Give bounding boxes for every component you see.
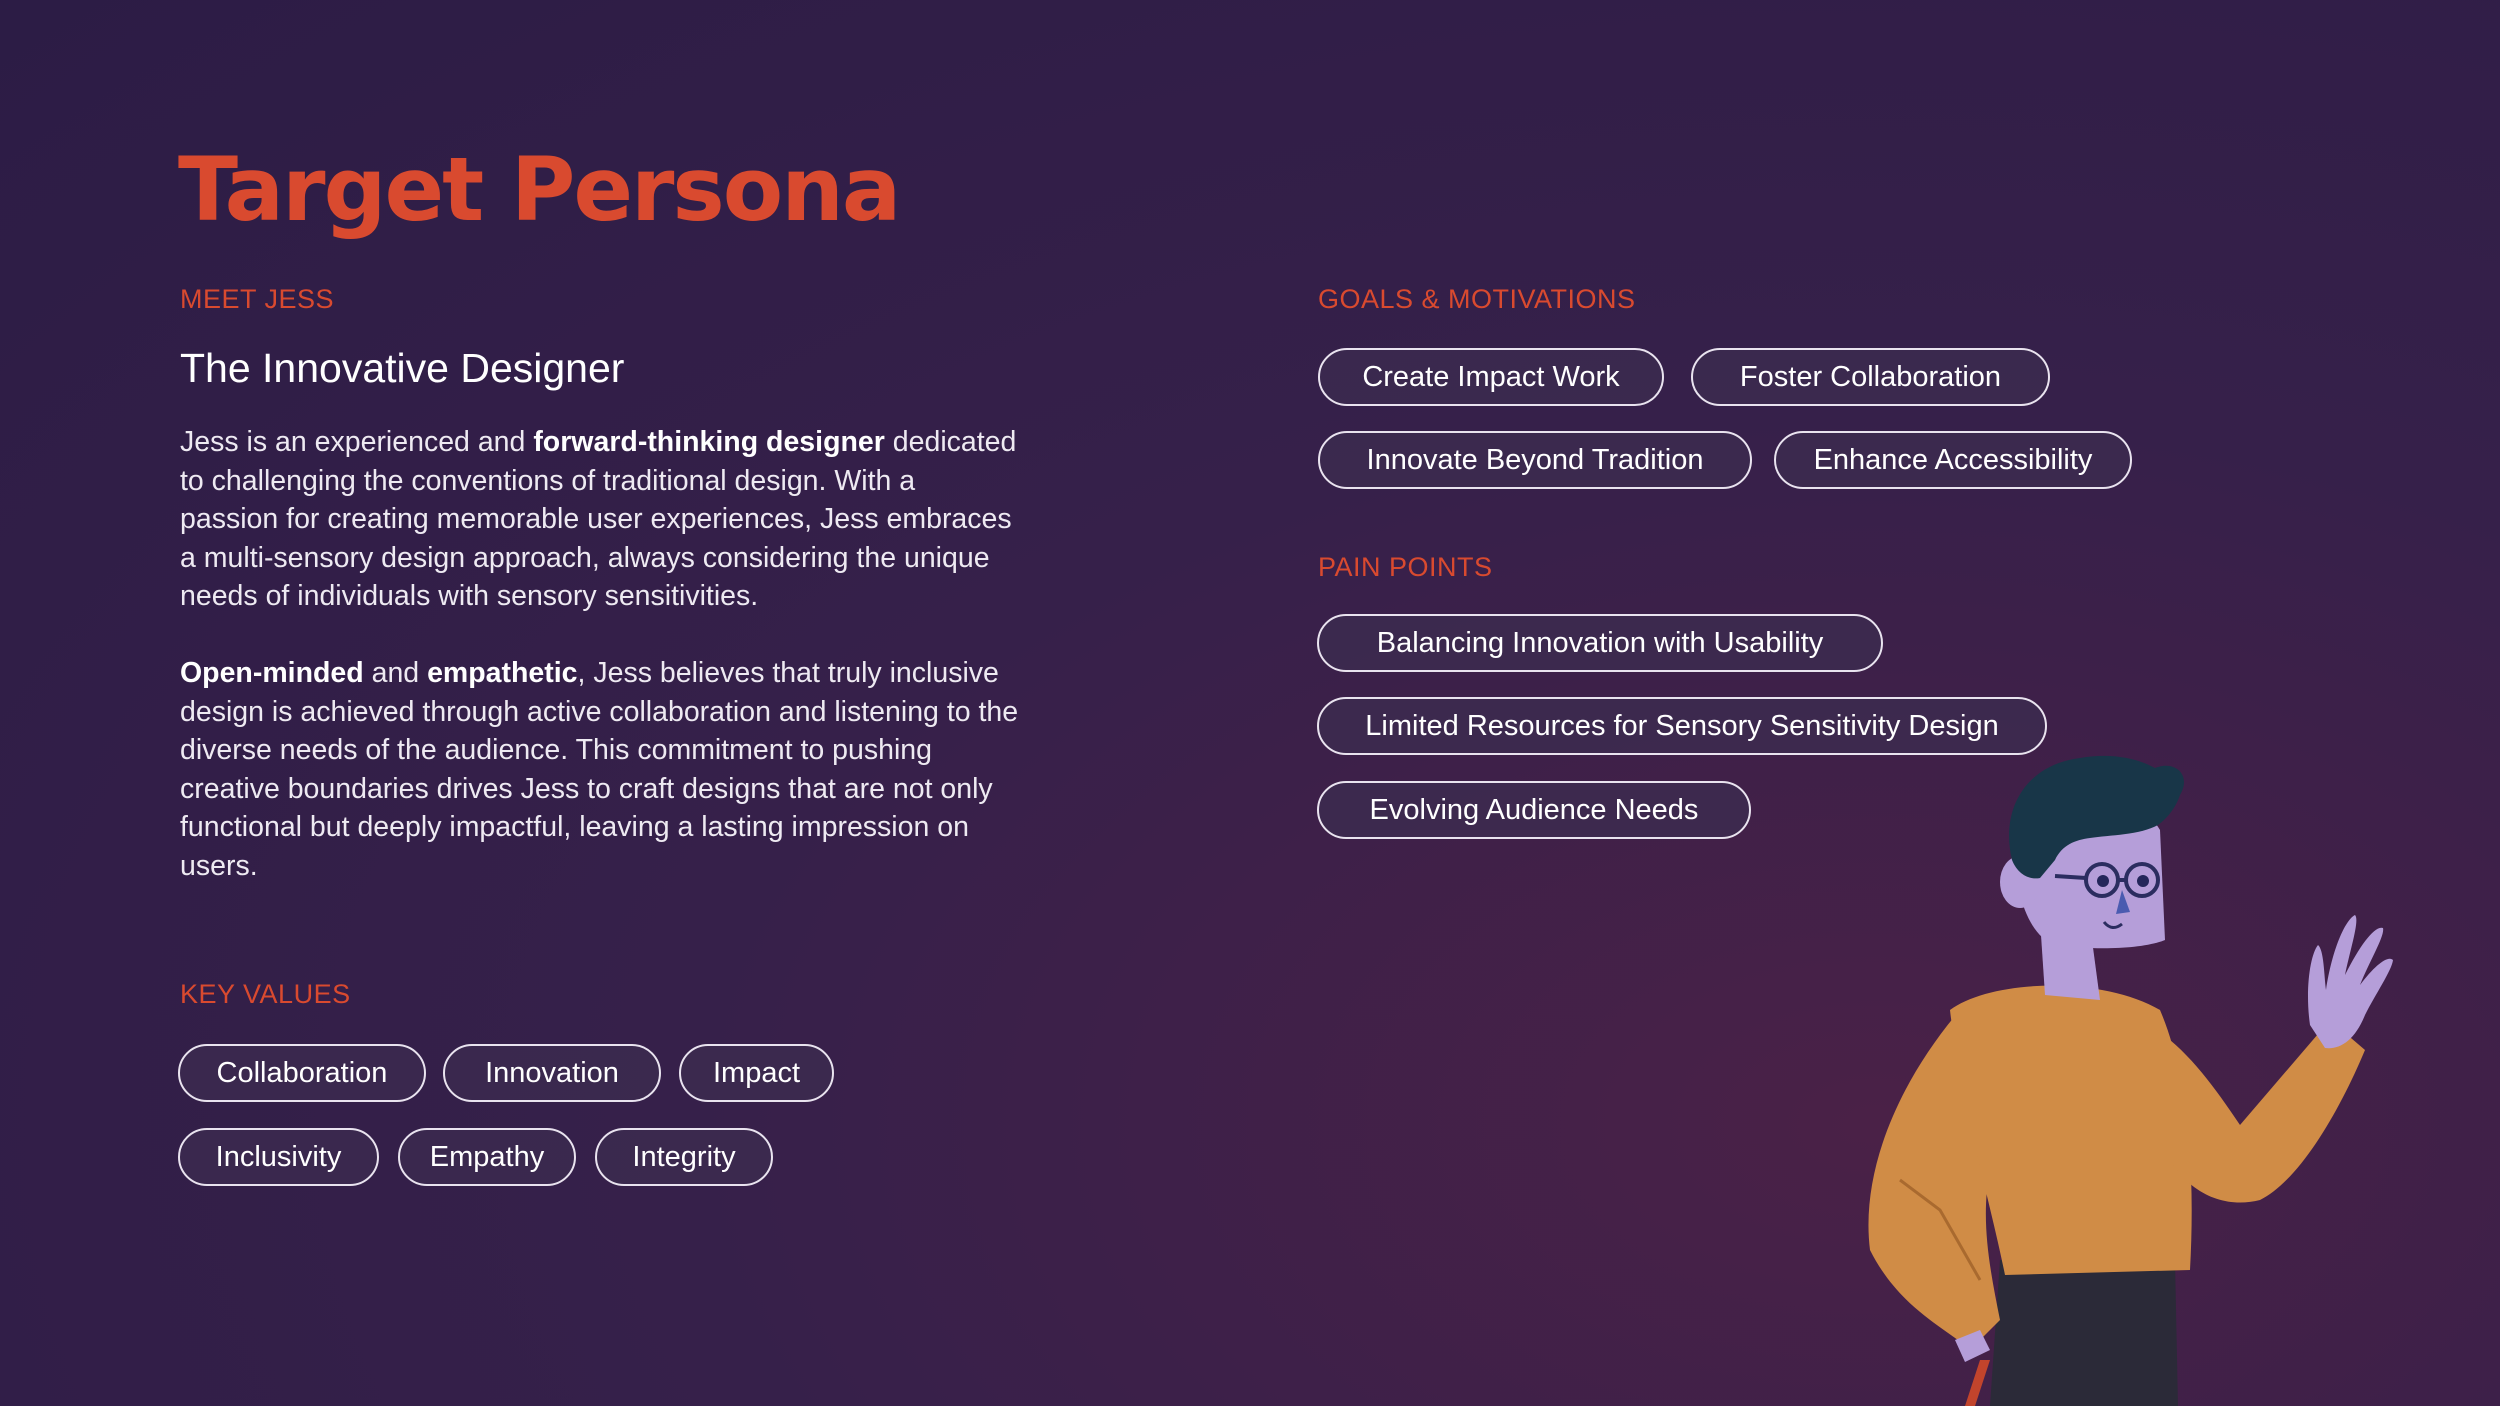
body-text: Jess is an experienced and xyxy=(180,426,534,458)
key-value-tag: Collaboration xyxy=(178,1044,426,1102)
key-value-tag: Innovation xyxy=(443,1044,661,1102)
goals-label: GOALS & MOTIVATIONS xyxy=(1318,284,1636,314)
body-text: and xyxy=(363,657,428,689)
key-value-tag: Impact xyxy=(679,1044,834,1102)
body-text: , Jess believes that truly inclusive design is achieved through active collaboration and listening to the diverse needs of the audience. This commitment to pushing creative boundaries drives Jess to craft designs that are not only functional but deeply impactful, leaving a lasting impression on users. xyxy=(180,657,1019,882)
pain-point-tag: Evolving Audience Needs xyxy=(1317,781,1751,839)
persona-subtitle: The Innovative Designer xyxy=(180,345,625,391)
key-value-tag: Empathy xyxy=(398,1128,576,1186)
goal-tag: Innovate Beyond Tradition xyxy=(1318,431,1752,489)
pain-point-tag: Limited Resources for Sensory Sensitivity Design xyxy=(1317,697,2047,755)
goal-tag: Create Impact Work xyxy=(1318,348,1664,406)
pain-points-label: PAIN POINTS xyxy=(1318,552,1493,582)
key-value-tag: Integrity xyxy=(595,1128,773,1186)
goal-tag: Enhance Accessibility xyxy=(1774,431,2132,489)
person-waving-illustration xyxy=(1840,750,2440,1406)
emphasis-text: forward-thinking designer xyxy=(533,426,885,458)
key-value-tag: Inclusivity xyxy=(178,1128,379,1186)
meet-label: MEET JESS xyxy=(180,284,335,314)
emphasis-text: empathetic xyxy=(427,657,578,689)
emphasis-text: Open-minded xyxy=(180,657,364,689)
persona-description-2 xyxy=(180,654,1020,886)
page-title: Target Persona xyxy=(178,138,900,241)
body-text: dedicated to challenging the conventions of traditional design. With a passion for creating memorable user experiences, Jess embraces a multi-sensory design approach, always considering the unique needs of individuals with sensory sensitivities. xyxy=(180,426,1017,613)
pain-point-tag: Balancing Innovation with Usability xyxy=(1317,614,1883,672)
goal-tag: Foster Collaboration xyxy=(1691,348,2050,406)
persona-description-1 xyxy=(180,423,1020,616)
key-values-label: KEY VALUES xyxy=(180,979,351,1009)
